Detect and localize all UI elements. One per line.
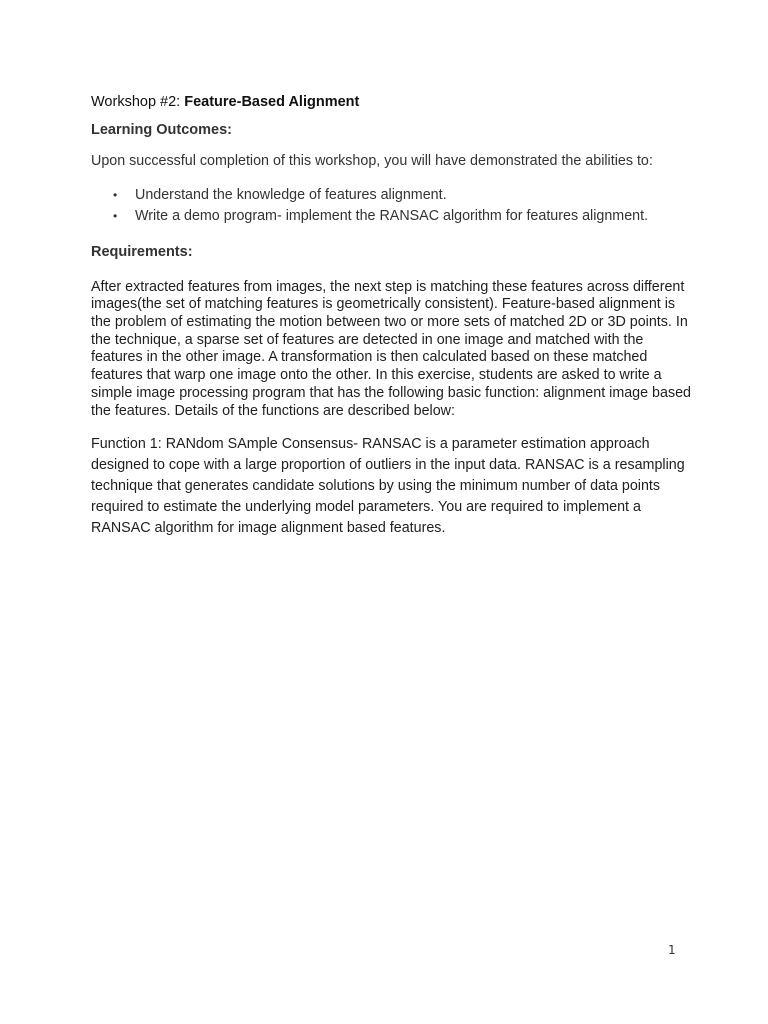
requirements-paragraph: After extracted features from images, the next step is matching these features across different images(the set of matching features is geometrically consistent). Feature-based alignment is the problem of estimating the motion between two or more sets of matched 2D or 3D points. In the technique, a sparse set of features are detected in one image and matched with the features in the other image. A transformation is then calculated based on these matched features that warp one image onto the other. In this exercise, students are asked to write a simple image processing program that has the following basic function: alignment image based the features. Details of the functions are described below:: [91, 278, 692, 419]
workshop-title: [91, 93, 691, 111]
list-item: [91, 206, 691, 227]
requirements-heading: Requirements:: [91, 243, 193, 260]
bullet-icon: •: [113, 187, 118, 202]
workshop-title-prefix: Workshop #2:: [91, 94, 185, 110]
document-content: [91, 93, 691, 539]
workshop-title-main: Feature-Based Alignment: [184, 94, 360, 110]
list-item-text: Write a demo program- implement the RANSAC algorithm for features alignment.: [135, 207, 649, 224]
list-item-text: Understand the knowledge of features alignment.: [135, 186, 447, 203]
learning-outcomes-heading: Learning Outcomes:: [91, 122, 232, 138]
page-number: 1: [668, 943, 676, 957]
list-item: [91, 185, 691, 206]
outcomes-list: [91, 185, 691, 227]
function-1-paragraph: Function 1: RANdom SAmple Consensus- RANSAC is a parameter estimation approach designed to cope with a large proportion of outliers in the input data. RANSAC is a resampling technique that generates candidate solutions by using the minimum number of data points required to estimate the underlying model parameters. You are required to implement a RANSAC algorithm for image alignment based features.: [91, 436, 685, 537]
bullet-icon: •: [113, 208, 118, 223]
intro-paragraph: Upon successful completion of this workshop, you will have demonstrated the abilities to:: [91, 153, 653, 169]
